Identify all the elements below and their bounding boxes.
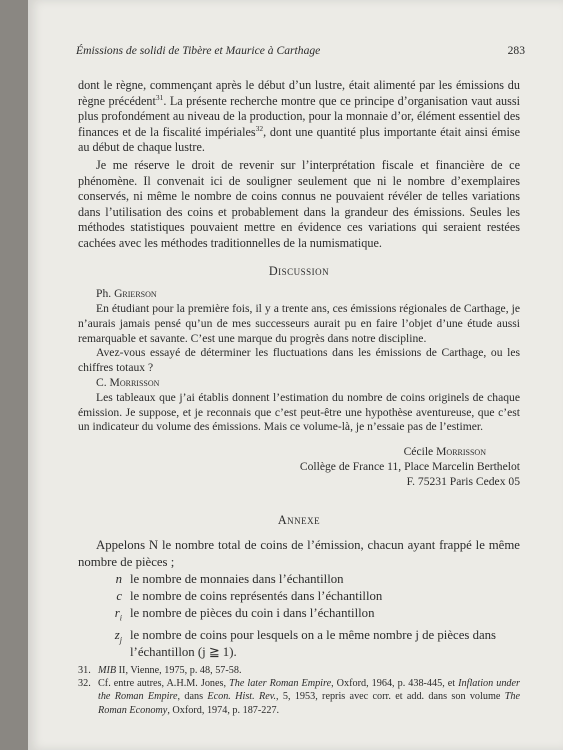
signature-address-2: F. 75231 Paris Cedex 05: [406, 474, 520, 488]
page-number: 283: [507, 44, 525, 57]
footnote-text: , Oxford, 1964, p. 438-445, et: [331, 678, 459, 690]
speaker-2-initial: C.: [96, 375, 107, 389]
paragraph-1: [78, 78, 520, 156]
footnote-text: , Oxford, 1974, p. 187-227.: [167, 704, 280, 716]
paragraph-1-part-a: dont le règne, commençant après le début d’un lustre, était alimenté par les émissions du règne précédent: [78, 78, 520, 108]
footnote-italic: Econ. Hist. Rev.: [207, 691, 277, 703]
grierson-remark: En étudiant pour la première fois, il y a trente ans, ces émissions régionales de Carthage, je n’aurais jamais pensé qu’un de mes successeurs aurait pu en faire l’objet d’une étude aussi remarquable et savante. C’est une marque du progrès dans notre discipline.: [78, 301, 520, 345]
definition-text: le nombre de monnaies dans l’échantillon: [130, 572, 344, 586]
footnote-italic: MIB: [98, 665, 117, 676]
annexe-intro: Appelons N le nombre total de coins de l’émission, chacun ayant frappé le même nombre de pièces ;: [78, 538, 520, 569]
variable-symbol: [100, 627, 130, 661]
footnote-number: 32.: [78, 678, 91, 690]
book-page: [28, 0, 563, 750]
footnote-text: II, Vienne, 1975, p. 48, 57-58.: [116, 665, 242, 676]
speaker-2-name: Morrisson: [109, 375, 160, 389]
footnote-italic: The later Roman Empire: [229, 678, 332, 690]
footnote-ref-31: 31: [155, 92, 164, 102]
speaker-grierson: [78, 287, 520, 302]
variable-symbol: n: [115, 572, 122, 586]
definition-item: [78, 571, 520, 588]
footnote-32: [78, 677, 520, 717]
footnote-number: 31.: [78, 665, 91, 676]
footnotes: [78, 664, 520, 717]
footnote-italic: The Roman Economy: [98, 691, 520, 716]
symbol-base: r: [114, 606, 120, 620]
speaker-morrisson: [78, 376, 520, 391]
signature-address-1: Collège de France 11, Place Marcelin Berthelot: [299, 459, 520, 473]
morrisson-answer: Les tableaux que j’ai établis donnent l’estimation du nombre de coins originels de chaque émission. Je suppose, et je reconnais que c’est peut-être une hypothèse aventureuse, que c’est un indicateur du volume des émissions. Mais ce volume-là, je n’essaie pas de l’estimer.: [78, 390, 520, 434]
main-text: [78, 78, 520, 489]
variable-symbol: c: [116, 589, 122, 603]
discussion-section: [78, 287, 520, 489]
footnote-italic: Inflation under the Roman Empire: [98, 678, 521, 703]
variable-symbol: [100, 605, 130, 627]
footnote-text: , dans: [177, 691, 208, 703]
symbol-subscript: j: [119, 635, 122, 645]
signature-first-name: Cécile: [403, 445, 434, 459]
footnote-text: Cf. entre autres, A.H.M. Jones,: [98, 678, 230, 690]
annexe-heading: Annexe: [277, 513, 321, 527]
speaker-1-initial: Ph.: [96, 287, 112, 301]
annexe-section: [78, 512, 520, 661]
definition-item: [78, 627, 520, 661]
grierson-question: Avez-vous essayé de déterminer les fluctuations dans les émissions de Carthage, ou les chiffres totaux ?: [78, 346, 520, 375]
running-title: Émissions de solidi de Tibère et Maurice à Carthage: [76, 44, 321, 57]
discussion-heading: Discussion: [268, 263, 330, 278]
symbol-subscript: i: [119, 613, 122, 623]
running-header: [76, 44, 525, 60]
footnote-31: [78, 664, 520, 677]
paragraph-1-part-b: . La présente recherche montre que ce principe d’organisation vaut aussi plus profondément au niveau de la production, pour la monnaie d’or, élément essentiel des finances et de la fiscalité impériales: [78, 93, 520, 139]
symbol-base: z: [114, 627, 120, 642]
definition-item: [78, 605, 520, 627]
definition-list: [78, 571, 520, 661]
definition-text: le nombre de coins pour lesquels on a le même nombre j de pièces dans l’échantillon (j ≧ 1).: [130, 627, 497, 659]
paragraph-2: Je me réserve le droit de revenir sur l’interprétation fiscale et financière de ce phénomène. Il convenait ici de souligner seulement que ni le nombre d’exemplaires conservés, ni même le nombre de coins connus ne pouvaient révéler de telles variations dans l’utilisation des coins et probablement dans la grandeur des émissions. Seules les méthodes statistiques pouvaient mettre en évidence ces variations qui seraient restées cachées avec les méthodes traditionnelles de la numismatique.: [78, 157, 520, 250]
paragraph-1-part-c: , dont une quantité plus importante était ainsi émise au début de chaque lustre.: [78, 124, 520, 155]
definition-text: le nombre de coins représentés dans l’échantillon: [130, 589, 383, 603]
signature-name: [78, 445, 520, 460]
footnote-ref-32: 32: [255, 123, 264, 133]
speaker-1-name: Grierson: [114, 287, 157, 301]
signature-last-name: Morrisson: [436, 445, 486, 459]
definition-item: [78, 588, 520, 605]
definition-text: le nombre de pièces du coin i dans l’échantillon: [130, 606, 375, 620]
footnote-text: , 5, 1953, repris avec corr. et add. dans son volume: [276, 691, 505, 703]
